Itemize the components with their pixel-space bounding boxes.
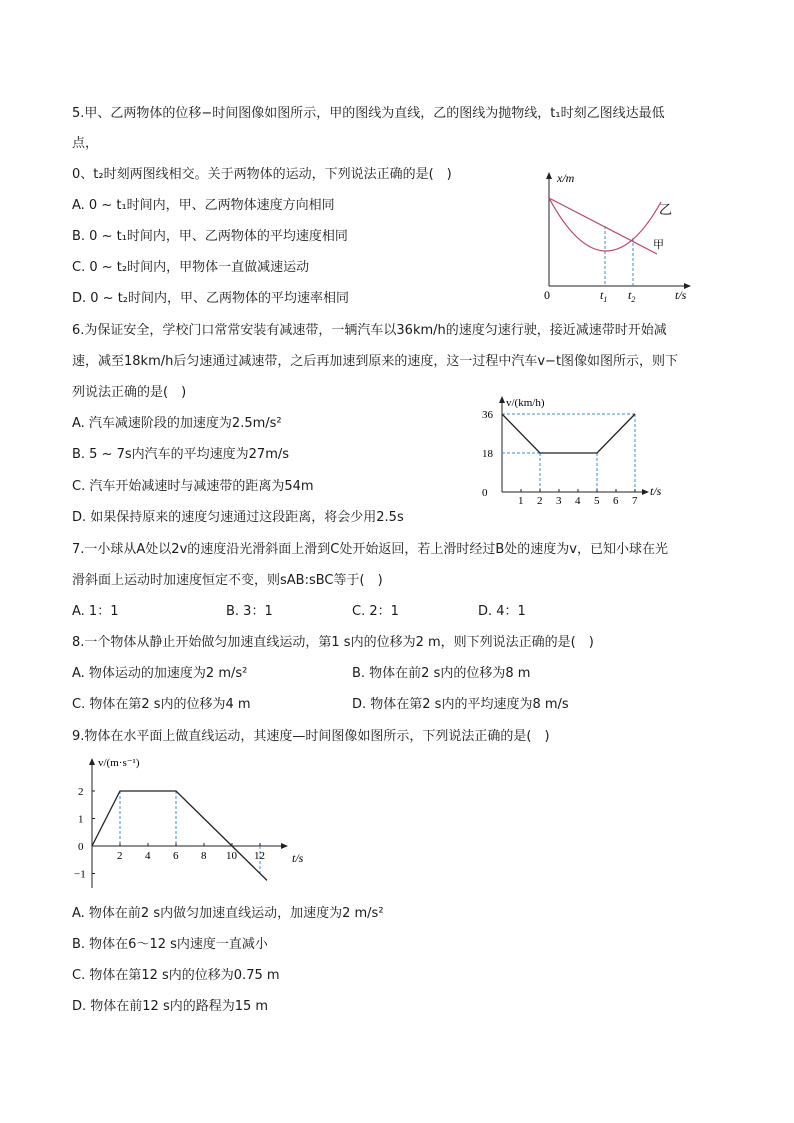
q9-option-a: A. 物体在前2 s内做匀加速直线运动，加速度为2 m/s² [72,906,384,921]
q6-figure [480,392,670,507]
q7-stem-line1: 7.一小球从A处以2v的速度沿光滑斜面上滑到C处开始返回，若上滑时经过B处的速度为v，已知小球在光 [72,542,668,557]
q9-x-tick-label-4: 4 [145,850,151,862]
q6-x-tick-label-2: 2 [537,495,543,507]
q6-x-axis-arrow [642,489,649,495]
q9-x-tick-label-8: 8 [201,850,207,862]
q9-x-tick-label-12: 12 [254,850,265,862]
q5-figure [535,168,700,308]
q5-t2-label: $t_2$ [628,288,636,304]
q5-origin-label: 0 [544,288,550,302]
q9-y-tick-label-2: 0 [78,841,84,853]
q5-option-b: B. 0 ~ t₁时间内，甲、乙两物体的平均速度相同 [72,229,348,244]
q9-x-tick-label-6: 6 [173,850,179,862]
q6-x-tick-label-3: 3 [556,495,562,507]
q6-option-a: A. 汽车减速阶段的加速度为2.5m/s² [72,416,282,431]
q9-x-tick-label-2: 2 [117,850,123,862]
q5-option-a: A. 0 ~ t₁时间内，甲、乙两物体速度方向相同 [72,198,335,213]
q7-stem-line2: 滑斜面上运动时加速度恒定不变，则sAB:sBC等于( ) [72,573,383,588]
q9-y-tick-label-1: 1 [78,813,84,826]
q9-option-d: D. 物体在前12 s内的路程为15 m [72,999,269,1014]
q8-option-c: C. 物体在第2 s内的位移为4 m [72,697,251,712]
q9-y-axis-arrow [89,758,95,765]
q6-option-b: B. 5 ~ 7s内汽车的平均速度为27m/s [72,447,290,462]
q5-option-d: D. 0 ~ t₂时间内，甲、乙两物体的平均速率相同 [72,291,350,306]
q6-x-axis-label: t/s [650,484,662,498]
q9-option-c: C. 物体在第12 s内的位移为0.75 m [72,968,280,983]
q5-yi-label: 乙 [659,202,673,217]
q8-option-d: D. 物体在第2 s内的平均速度为8 m/s [352,697,569,712]
q5-x-axis-label: t/s [675,288,687,302]
q9-x-tick-label-10: 10 [226,850,237,862]
q9-figure [72,750,322,895]
q5-stem-line3: 0、t₂时刻两图线相交。关于两物体的运动，下列说法正确的是( ) [72,167,452,182]
q6-x-tick-label-4: 4 [575,495,581,507]
q6-stem-line2: 速，减至18km/h后匀速通过减速带，之后再加速到原来的速度，这一过程中汽车v−t图像如图所示，则下 [72,354,679,369]
q9-x-axis-arrow [281,843,288,849]
q5-t1-label: $t_1$ [600,288,608,304]
q9-speed-line [92,791,267,880]
q9-option-b: B. 物体在6～12 s内速度一直减小 [72,937,268,952]
q5-option-c: C. 0 ~ t₂时间内，甲物体一直做减速运动 [72,260,310,275]
q8-option-a: A. 物体运动的加速度为2 m/s² [72,666,248,681]
q6-y-axis-label: v/(km/h) [506,397,545,409]
q8-stem: 8.一个物体从静止开始做匀加速直线运动，第1 s内的位移为2 m，则下列说法正确的是( ) [72,635,594,650]
q5-stem-line2: 点， [72,136,99,151]
q5-jia-label: 甲 [653,239,664,251]
q7-option-d: D. 4：1 [478,604,526,619]
q7-option-c: C. 2：1 [352,604,399,619]
q6-option-c: C. 汽车开始减速时与减速带的距离为54m [72,479,314,494]
q6-option-d: D. 如果保持原来的速度匀速通过这段距离，将会少用2.5s [72,510,404,525]
q6-speed-line [502,414,635,453]
q6-x-tick-label-5: 5 [594,495,600,507]
q9-y-tick-label-3: −1 [74,868,86,881]
q6-stem-line1: 6.为保证安全，学校门口常常安装有减速带，一辆汽车以36km/h的速度匀速行驶，接近减速带时开始减 [72,323,667,338]
q5-jia-line [549,198,657,254]
q6-y-tick-label-0: 0 [482,487,488,499]
q6-x-tick-label-1: 1 [518,495,524,507]
q5-y-axis-arrow [546,172,552,179]
q6-y-tick-label-36: 36 [482,409,493,421]
q5-y-axis-label: x/m [557,171,575,185]
q9-y-axis-label: v/(m·s⁻¹) [98,757,140,769]
q7-option-b: B. 3：1 [226,604,273,619]
q9-y-tick-label-0: 2 [78,786,84,798]
q5-stem-line1: 5.甲、乙两物体的位移−时间图像如图所示，甲的图线为直线，乙的图线为抛物线，t₁时刻乙图线达最低 [72,106,665,121]
q6-stem-line3: 列说法正确的是( ) [72,385,187,400]
q6-y-tick-label-18: 18 [482,448,493,460]
q6-x-tick-label-7: 7 [632,495,638,507]
q6-y-axis-arrow [499,396,505,403]
q8-option-b: B. 物体在前2 s内的位移为8 m [352,666,531,681]
q9-stem: 9.物体在水平面上做直线运动，其速度—时间图像如图所示，下列说法正确的是( ) [72,729,550,744]
q6-x-tick-label-6: 6 [613,495,619,507]
q7-option-a: A. 1：1 [72,604,119,619]
q9-x-axis-label: t/s [292,851,304,865]
